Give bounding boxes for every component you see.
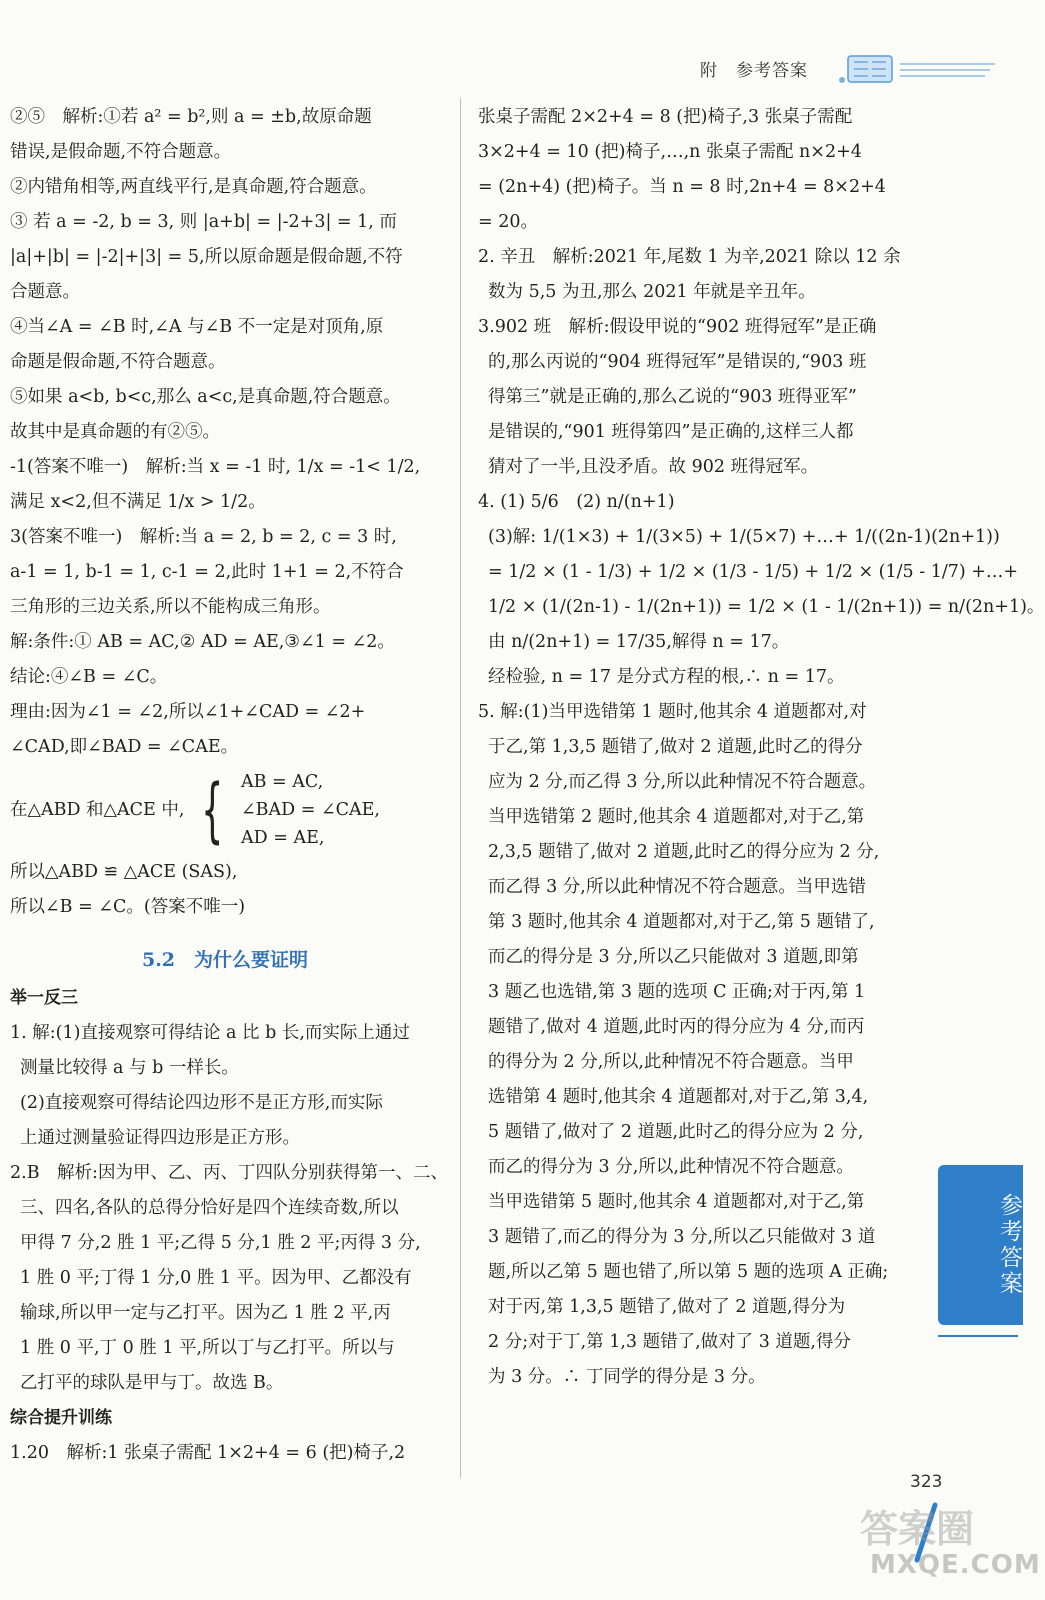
brace-prefix: 在△ABD 和△ACE 中,	[10, 799, 185, 820]
text-line: 题,所以乙第 5 题也错了,所以第 5 题的选项 A 正确;	[488, 1262, 889, 1282]
answer-side-tab	[938, 1165, 1023, 1325]
text-line: 3×2+4 = 10 (把)椅子,…,n 张桌子需配 n×2+4	[478, 142, 862, 162]
watermark	[850, 1490, 1041, 1590]
section-title: 5.2 为什么要证明	[141, 949, 309, 971]
text-line: ∠CAD,即∠BAD = ∠CAE。	[10, 737, 239, 757]
text-line: -1(答案不唯一) 解析:当 x = -1 时, 1/x = -1< 1/2,	[10, 457, 421, 477]
text-line: a-1 = 1, b-1 = 1, c-1 = 2,此时 1+1 = 2,不符合	[10, 562, 404, 582]
brace-line: AB = AC,	[240, 772, 324, 792]
text-line: 选错第 4 题时,他其余 4 道题都对,对于乙,第 3,4,	[488, 1087, 869, 1107]
watermark-url: MXQE.COM	[870, 1550, 1041, 1580]
text-line: 对于丙,第 1,3,5 题错了,做对了 2 道题,得分为	[488, 1297, 846, 1317]
text-line: 得第三”就是正确的,那么乙说的“903 班得亚军”	[488, 387, 857, 407]
text-line: (3)解: 1/(1×3) + 1/(3×5) + 1/(5×7) +…+ 1/((2n-1)(2n+1))	[488, 527, 1000, 547]
text-line: 三角形的三边关系,所以不能构成三角形。	[10, 597, 331, 617]
book-decoration-icon	[820, 50, 1000, 90]
text-line: 1/2 × (1/(2n-1) - 1/(2n+1)) = 1/2 × (1 - 1/(2n+1)) = n/(2n+1)。	[488, 597, 1045, 617]
brace-lines	[241, 768, 380, 852]
text-line: 3(答案不唯一) 解析:当 a = 2, b = 2, c = 3 时,	[10, 527, 397, 547]
text-line: 三、四名,各队的总得分恰好是四个连续奇数,所以	[20, 1198, 399, 1218]
text-line: 理由:因为∠1 = ∠2,所以∠1+∠CAD = ∠2+	[10, 702, 366, 722]
text-line: 3 题错了,而乙的得分为 3 分,所以乙只能做对 3 道	[488, 1227, 876, 1247]
left-column	[10, 100, 448, 1471]
text-line: 当甲选错第 5 题时,他其余 4 道题都对,对于乙,第	[488, 1192, 865, 1212]
text-line: 第 3 题时,他其余 4 道题都对,对于乙,第 5 题错了,	[488, 912, 875, 932]
text-line: 输球,所以甲一定与乙打平。因为乙 1 胜 2 平,丙	[20, 1303, 391, 1323]
text-line: 当甲选错第 2 题时,他其余 4 道题都对,对于乙,第	[488, 807, 865, 827]
text-line: (2)直接观察可得结论四边形不是正方形,而实际	[20, 1093, 383, 1113]
text-line: 2. 辛丑 解析:2021 年,尾数 1 为辛,2021 除以 12 余	[478, 247, 901, 267]
text-line: 合题意。	[10, 282, 80, 302]
text-line: ②⑤ 解析:①若 a² = b²,则 a = ±b,故原命题	[10, 107, 372, 127]
text-line: 所以∠B = ∠C。(答案不唯一)	[10, 897, 246, 917]
watermark-logo: 答案圈	[860, 1507, 975, 1551]
text-line: 错误,是假命题,不符合题意。	[10, 142, 232, 162]
text-line: 所以△ABD ≌ △ACE (SAS),	[10, 862, 238, 882]
text-line: 经检验, n = 17 是分式方程的根,∴ n = 17。	[488, 667, 845, 687]
text-line: 3.902 班 解析:假设甲说的“902 班得冠军”是正确	[478, 317, 877, 337]
text-line: ⑤如果 a<b, b<c,那么 a<c,是真命题,符合题意。	[10, 387, 401, 407]
text-line: ③ 若 a = -2, b = 3, 则 |a+b| = |-2+3| = 1, 而	[10, 212, 397, 232]
text-line: 1 胜 0 平;丁得 1 分,0 胜 1 平。因为甲、乙都没有	[20, 1268, 412, 1288]
page-number: 323	[910, 1472, 943, 1492]
text-line: 由 n/(2n+1) = 17/35,解得 n = 17。	[488, 632, 790, 652]
text-line: 2,3,5 题错了,做对 2 道题,此时乙的得分应为 2 分,	[488, 842, 880, 862]
text-line: 的得分为 2 分,所以,此种情况不符合题意。当甲	[488, 1052, 854, 1072]
text-line: |a|+|b| = |-2|+|3| = 5,所以原命题是假命题,不符	[10, 247, 403, 267]
brace-system	[10, 765, 440, 855]
text-line: 测量比较得 a 与 b 一样长。	[20, 1058, 239, 1078]
text-line: 是错误的,“901 班得第四”是正确的,这样三人都	[488, 422, 854, 442]
text-line: 5 题错了,做对了 2 道题,此时乙的得分应为 2 分,	[488, 1122, 864, 1142]
text-line: 5. 解:(1)当甲选错第 1 题时,他其余 4 道题都对,对	[478, 702, 867, 722]
text-line: 满足 x<2,但不满足 1/x > 1/2。	[10, 492, 266, 512]
sub-heading: 举一反三	[10, 988, 78, 1008]
text-line: 而乙得 3 分,所以此种情况不符合题意。当甲选错	[488, 877, 866, 897]
text-line: 上通过测量验证得四边形是正方形。	[20, 1128, 300, 1148]
page-header	[700, 50, 1000, 90]
text-line: 1. 解:(1)直接观察可得结论 a 比 b 长,而实际上通过	[10, 1023, 410, 1043]
text-line: = 1/2 × (1 - 1/3) + 1/2 × (1/3 - 1/5) + 1/2 × (1/5 - 1/7) +…+	[488, 562, 1019, 582]
text-line: 3 题乙也选错,第 3 题的选项 C 正确;对于丙,第 1	[488, 982, 866, 1002]
brace-line: ∠BAD = ∠CAE,	[240, 800, 380, 820]
side-rule	[938, 1335, 1018, 1337]
text-line: 2 分;对于丁,第 1,3 题错了,做对了 3 道题,得分	[488, 1332, 851, 1352]
text-line: 的,那么丙说的“904 班得冠军”是错误的,“903 班	[488, 352, 867, 372]
sub-heading: 综合提升训练	[10, 1408, 112, 1428]
text-line: 题错了,做对 4 道题,此时丙的得分应为 4 分,而丙	[488, 1017, 865, 1037]
text-line: 命题是假命题,不符合题意。	[10, 352, 226, 372]
text-line: 数为 5,5 为丑,那么 2021 年就是辛丑年。	[488, 282, 816, 302]
text-line: 甲得 7 分,2 胜 1 平;乙得 5 分,1 胜 2 平;丙得 3 分,	[20, 1233, 421, 1253]
text-line: 于乙,第 1,3,5 题错了,做对 2 道题,此时乙的得分	[488, 737, 863, 757]
text-line: 2.B 解析:因为甲、乙、丙、丁四队分别获得第一、二、	[10, 1163, 448, 1183]
text-line: = (2n+4) (把)椅子。当 n = 8 时,2n+4 = 8×2+4	[478, 177, 886, 197]
text-line: 1.20 解析:1 张桌子需配 1×2+4 = 6 (把)椅子,2	[10, 1443, 406, 1463]
text-line: 故其中是真命题的有②⑤。	[10, 422, 220, 442]
text-line: ②内错角相等,两直线平行,是真命题,符合题意。	[10, 177, 377, 197]
brace-line: AD = AE,	[240, 828, 325, 848]
text-line: 解:条件:① AB = AC,② AD = AE,③∠1 = ∠2。	[10, 632, 395, 652]
side-tab-label: 参考答案	[996, 1193, 1022, 1297]
header-label: 附 参考答案	[700, 61, 808, 81]
text-line: 为 3 分。∴ 丁同学的得分是 3 分。	[488, 1367, 766, 1387]
text-line: 张桌子需配 2×2+4 = 8 (把)椅子,3 张桌子需配	[478, 107, 853, 127]
text-line: 1 胜 0 平,丁 0 胜 1 平,所以丁与乙打平。所以与	[20, 1338, 395, 1358]
text-line: 猜对了一半,且没矛盾。故 902 班得冠军。	[488, 457, 819, 477]
text-line: 4. (1) 5/6 (2) n/(n+1)	[478, 492, 675, 512]
text-line: 结论:④∠B = ∠C。	[10, 667, 168, 687]
text-line: = 20。	[478, 212, 538, 232]
text-line: 应为 2 分,而乙得 3 分,所以此种情况不符合题意。	[488, 772, 877, 792]
text-line: ④当∠A = ∠B 时,∠A 与∠B 不一定是对顶角,原	[10, 317, 384, 337]
brace-icon: {	[201, 769, 224, 851]
column-divider	[460, 98, 461, 1478]
text-line: 乙打平的球队是甲与丁。故选 B。	[20, 1373, 284, 1393]
text-line: 而乙的得分是 3 分,所以乙只能做对 3 道题,即第	[488, 947, 859, 967]
text-line: 而乙的得分为 3 分,所以,此种情况不符合题意。	[488, 1157, 854, 1177]
